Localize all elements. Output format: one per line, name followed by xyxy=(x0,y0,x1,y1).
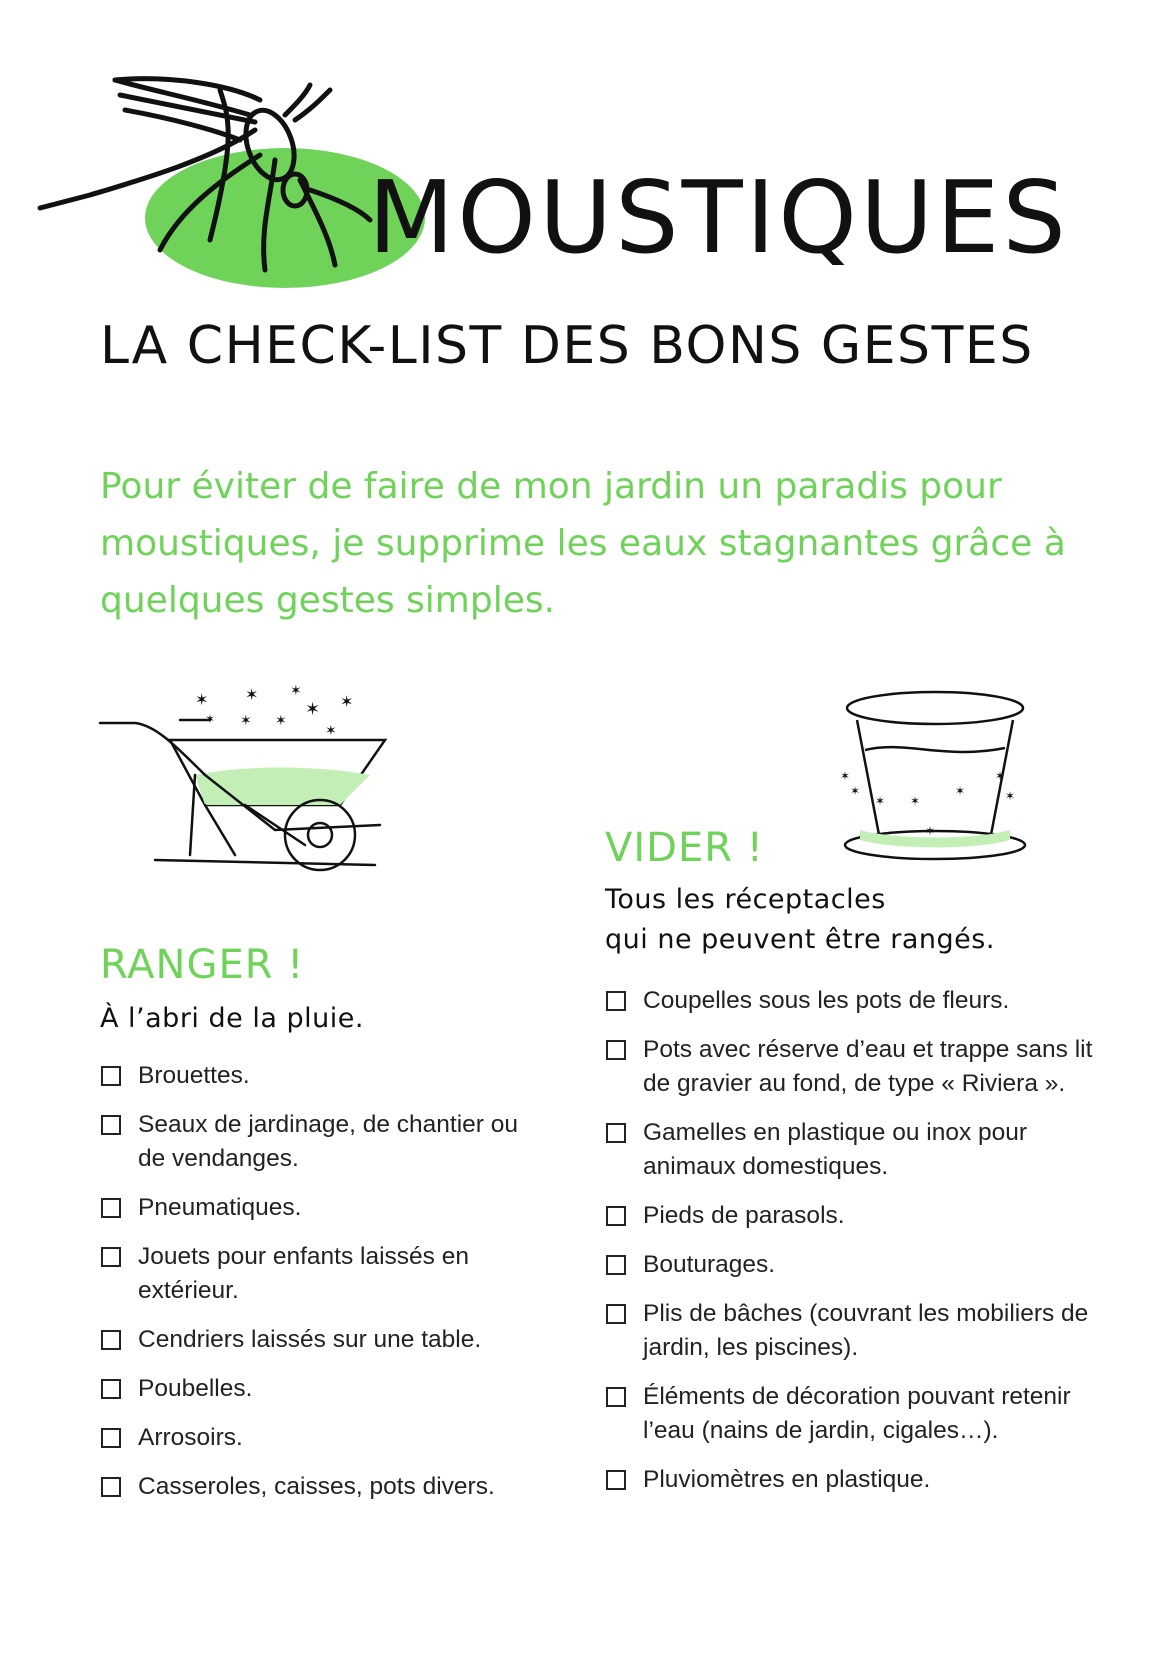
checklist-item-label: Seaux de jardinage, de chantier ou de vendanges. xyxy=(138,1111,519,1172)
checkbox-icon[interactable] xyxy=(606,991,626,1011)
svg-text:✶: ✶ xyxy=(910,794,921,808)
checklist-item[interactable] xyxy=(100,1108,540,1176)
vider-title: VIDER ! xyxy=(605,825,764,871)
page-title: MOUSTIQUES xyxy=(368,159,1069,276)
checklist-item-label: Plis de bâches (couvrant les mobiliers de jardin, les piscines). xyxy=(643,1300,1089,1361)
checklist-item[interactable] xyxy=(605,1033,1105,1101)
svg-text:✶: ✶ xyxy=(290,683,302,699)
wheelbarrow-icon xyxy=(95,683,415,925)
checkbox-icon[interactable] xyxy=(606,1387,626,1407)
ranger-checklist xyxy=(100,1059,540,1504)
checklist-item[interactable] xyxy=(605,1463,1105,1497)
checklist-item[interactable] xyxy=(100,1240,540,1308)
vider-section xyxy=(605,825,1105,1512)
svg-text:✶: ✶ xyxy=(955,784,966,798)
checkbox-icon[interactable] xyxy=(606,1255,626,1275)
checkbox-icon[interactable] xyxy=(101,1379,121,1399)
svg-text:✶: ✶ xyxy=(850,784,861,798)
svg-text:✶: ✶ xyxy=(340,692,354,711)
checklist-item[interactable] xyxy=(100,1059,540,1093)
ranger-title: RANGER ! xyxy=(100,942,305,988)
svg-text:✶: ✶ xyxy=(205,712,216,726)
checklist-item-label: Bouturages. xyxy=(643,1251,776,1278)
checkbox-icon[interactable] xyxy=(606,1123,626,1143)
checklist-item[interactable] xyxy=(100,1191,540,1225)
svg-text:✶: ✶ xyxy=(1005,789,1016,803)
page-subtitle: LA CHECK-LIST DES BONS GESTES xyxy=(100,316,1034,376)
checklist-item[interactable] xyxy=(605,1297,1105,1365)
checkbox-icon[interactable] xyxy=(606,1206,626,1226)
vider-subtitle-line: qui ne peuvent être rangés. xyxy=(605,924,995,955)
checklist-item[interactable] xyxy=(605,1380,1105,1448)
checklist-item-label: Pieds de parasols. xyxy=(643,1202,845,1229)
checklist-item-label: Éléments de décoration pouvant retenir l’eau (nains de jardin, cigales…). xyxy=(643,1383,1071,1444)
checklist-item-label: Arrosoirs. xyxy=(138,1424,243,1451)
checklist-item[interactable] xyxy=(100,1372,540,1406)
checklist-item-label: Cendriers laissés sur une table. xyxy=(138,1326,482,1353)
svg-text:✶: ✶ xyxy=(305,699,321,720)
vider-subtitle-line: Tous les réceptacles xyxy=(605,884,886,915)
svg-text:✶: ✶ xyxy=(925,824,936,838)
checklist-item[interactable] xyxy=(605,1248,1105,1282)
svg-text:✶: ✶ xyxy=(195,690,209,709)
intro-text: Pour éviter de faire de mon jardin un paradis pour moustiques, je supprime les eaux stagnantes grâce à quelques gestes simples. xyxy=(100,466,1066,621)
checklist-item-label: Jouets pour enfants laissés en extérieur. xyxy=(138,1243,469,1304)
checklist-item-label: Coupelles sous les pots de fleurs. xyxy=(643,987,1010,1014)
checkbox-icon[interactable] xyxy=(101,1477,121,1497)
checklist-item[interactable] xyxy=(605,984,1105,1018)
checklist-item-label: Brouettes. xyxy=(138,1062,250,1089)
checklist-item-label: Casseroles, caisses, pots divers. xyxy=(138,1473,495,1500)
checklist-item[interactable] xyxy=(100,1470,540,1504)
checkbox-icon[interactable] xyxy=(101,1330,121,1350)
vider-checklist xyxy=(605,984,1105,1497)
svg-text:✶: ✶ xyxy=(325,723,337,739)
svg-text:✶: ✶ xyxy=(275,713,287,729)
vider-subtitle xyxy=(605,880,1105,960)
svg-text:✶: ✶ xyxy=(875,794,886,808)
svg-text:✶: ✶ xyxy=(840,769,851,783)
svg-text:✶: ✶ xyxy=(240,713,252,729)
checkbox-icon[interactable] xyxy=(101,1115,121,1135)
checkbox-icon[interactable] xyxy=(101,1198,121,1218)
checkbox-icon[interactable] xyxy=(101,1428,121,1448)
checklist-item-label: Pluviomètres en plastique. xyxy=(643,1466,931,1493)
checklist-item[interactable] xyxy=(100,1421,540,1455)
checklist-item[interactable] xyxy=(605,1116,1105,1184)
checklist-item[interactable] xyxy=(100,1323,540,1357)
checklist-item-label: Poubelles. xyxy=(138,1375,253,1402)
checklist-item-label: Pots avec réserve d’eau et trappe sans lit de gravier au fond, de type « Riviera ». xyxy=(643,1036,1093,1097)
ranger-subtitle: À l’abri de la pluie. xyxy=(100,1003,364,1034)
checklist-item-label: Pneumatiques. xyxy=(138,1194,302,1221)
checkbox-icon[interactable] xyxy=(606,1304,626,1324)
checkbox-icon[interactable] xyxy=(101,1247,121,1267)
checkbox-icon[interactable] xyxy=(606,1040,626,1060)
checkbox-icon[interactable] xyxy=(101,1066,121,1086)
checklist-item[interactable] xyxy=(605,1199,1105,1233)
svg-text:✶: ✶ xyxy=(245,685,259,704)
ranger-section xyxy=(100,942,540,1519)
svg-text:✶: ✶ xyxy=(995,769,1006,783)
checkbox-icon[interactable] xyxy=(606,1470,626,1490)
checklist-item-label: Gamelles en plastique ou inox pour animaux domestiques. xyxy=(643,1119,1028,1180)
